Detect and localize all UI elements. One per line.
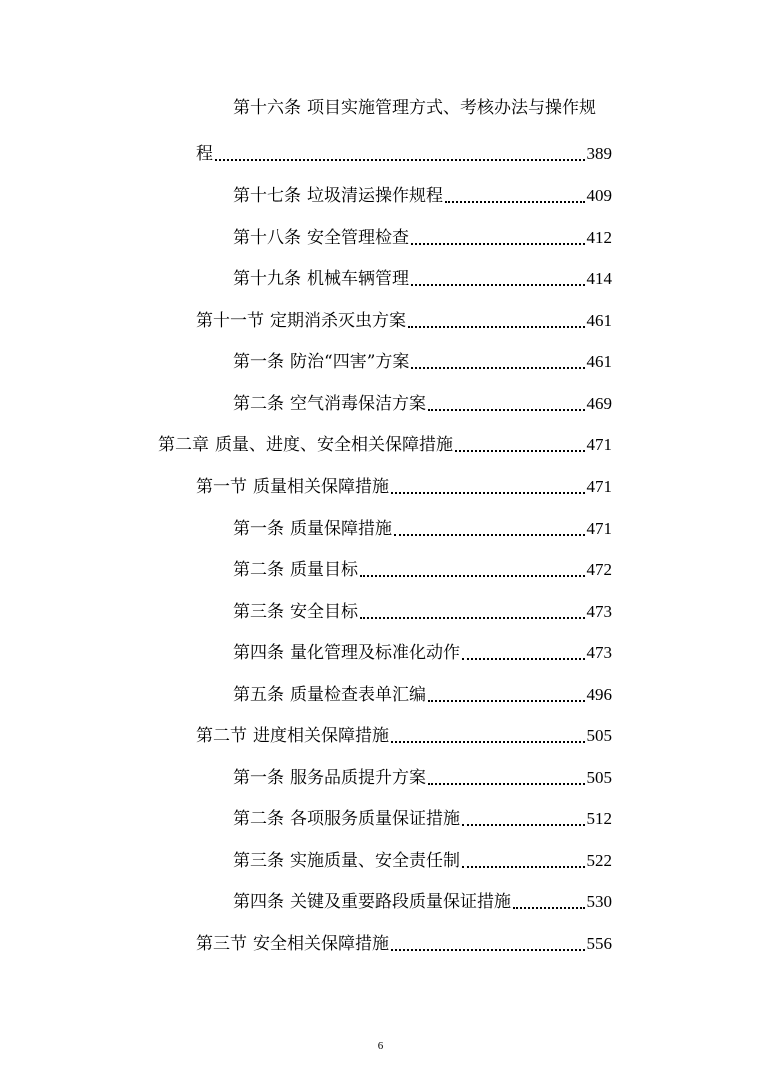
toc-page-number: 409 (586, 186, 612, 205)
toc-entry[interactable] (233, 222, 612, 250)
toc-entry[interactable] (233, 263, 612, 291)
toc-entry-16-line2[interactable] (196, 138, 612, 166)
toc-page-number: 505 (586, 768, 612, 787)
toc-entry-number: 第二条 (233, 394, 284, 414)
toc-page-number: 471 (586, 519, 612, 538)
toc-page-number: 461 (586, 311, 612, 330)
toc-page-number: 472 (586, 560, 612, 579)
dot-leader (391, 945, 585, 951)
toc-page-number: 473 (586, 602, 612, 621)
toc-entry-title: 实施质量、安全责任制 (290, 851, 460, 871)
toc-entry-number: 第一节 (196, 477, 247, 497)
toc-entry-number: 第一条 (233, 519, 284, 539)
toc-entry-title: 质量、进度、安全相关保障措施 (215, 435, 453, 455)
toc-entry-number: 第四条 (233, 892, 284, 912)
dot-leader (462, 862, 585, 868)
toc-entry-title: 质量保障措施 (290, 519, 392, 539)
dot-leader (394, 530, 585, 536)
toc-entry-title: 进度相关保障措施 (253, 726, 389, 746)
toc-entry[interactable] (233, 554, 612, 582)
dot-leader (513, 903, 585, 909)
toc-entry-number: 第五条 (233, 685, 284, 705)
toc-entry-title: 关键及重要路段质量保证措施 (290, 892, 511, 912)
toc-entry-title: 安全相关保障措施 (253, 934, 389, 954)
toc-entry[interactable] (196, 928, 612, 956)
toc-page-number: 522 (586, 851, 612, 870)
toc-page-number: 530 (586, 892, 612, 911)
dot-leader (462, 820, 585, 826)
toc-entry[interactable] (196, 471, 612, 499)
toc-entry-16-line1[interactable] (233, 96, 596, 120)
toc-entry-title: 项目实施管理方式、考核办法与操作规 (307, 98, 596, 118)
toc-entry-number: 第十六条 (233, 98, 301, 118)
toc-entry-title: 机械车辆管理 (307, 269, 409, 289)
toc-entry[interactable] (233, 596, 612, 624)
toc-page-number: 389 (586, 144, 612, 163)
toc-entry-title: 垃圾清运操作规程 (307, 186, 443, 206)
toc-entry-number: 第二节 (196, 726, 247, 746)
toc-entry-title: 安全管理检查 (307, 228, 409, 248)
toc-entry[interactable] (233, 886, 612, 914)
toc-entry-title: 空气消毒保洁方案 (290, 394, 426, 414)
toc-entry-number: 第一条 (233, 768, 284, 788)
toc-entry-number: 第二条 (233, 809, 284, 829)
toc-page-number: 414 (586, 269, 612, 288)
toc-entry-number: 第十八条 (233, 228, 301, 248)
toc-entry-title: 安全目标 (290, 602, 358, 622)
toc-page-number: 496 (586, 685, 612, 704)
toc-page-number: 471 (586, 477, 612, 496)
toc-entry-number: 第三条 (233, 851, 284, 871)
dot-leader (360, 613, 585, 619)
dot-leader (391, 488, 585, 494)
toc-entry-chapter[interactable] (158, 429, 612, 457)
toc-entry[interactable] (233, 388, 612, 416)
toc-entry-number: 第二条 (233, 560, 284, 580)
dot-leader (428, 696, 585, 702)
toc-entry-number: 第四条 (233, 643, 284, 663)
toc-page-number: 512 (586, 809, 612, 828)
toc-entry-number: 第一条 (233, 352, 284, 372)
toc-entry[interactable] (233, 180, 612, 208)
dot-leader (411, 239, 585, 245)
toc-entry[interactable] (233, 803, 612, 831)
dot-leader (411, 363, 584, 369)
toc-entry-title: 防治“四害”方案 (290, 352, 410, 372)
toc-entry-number: 第十七条 (233, 186, 301, 206)
toc-entry-number: 第三节 (196, 934, 247, 954)
toc-entry-number: 第二章 (158, 435, 209, 455)
dot-leader (428, 779, 585, 785)
toc-entry-number: 第十一节 (196, 311, 264, 331)
toc-page-number: 469 (586, 394, 612, 413)
dot-leader (445, 197, 585, 203)
toc-entry-title: 定期消杀灭虫方案 (270, 311, 406, 331)
dot-leader (428, 405, 585, 411)
toc-page-number: 505 (586, 726, 612, 745)
toc-page-number: 556 (586, 934, 612, 953)
toc-entry-title: 量化管理及标准化动作 (290, 643, 460, 663)
toc-entry-number: 第三条 (233, 602, 284, 622)
toc-entry[interactable] (233, 845, 612, 873)
toc-page-number: 473 (586, 643, 612, 662)
toc-entry-title: 质量检查表单汇编 (290, 685, 426, 705)
toc-entry-title: 程 (196, 144, 213, 164)
toc-entry[interactable] (233, 637, 612, 665)
toc-entry-title: 服务品质提升方案 (290, 768, 426, 788)
dot-leader (408, 322, 585, 328)
toc-entry-number: 第十九条 (233, 269, 301, 289)
toc-entry-title: 各项服务质量保证措施 (290, 809, 460, 829)
toc-entry[interactable] (233, 679, 612, 707)
toc-entry[interactable] (233, 513, 612, 541)
dot-leader (411, 280, 585, 286)
toc-entry[interactable] (196, 305, 612, 333)
dot-leader (455, 446, 585, 452)
page-number: 6 (377, 1040, 384, 1052)
toc-entry[interactable] (233, 762, 612, 790)
toc-page-number: 461 (586, 352, 612, 371)
dot-leader (360, 571, 585, 577)
dot-leader (462, 654, 585, 660)
dot-leader (391, 737, 585, 743)
toc-entry[interactable] (233, 346, 612, 374)
dot-leader (215, 155, 585, 161)
toc-entry[interactable] (196, 720, 612, 748)
toc-entry-title: 质量目标 (290, 560, 358, 580)
toc-page-number: 471 (586, 435, 612, 454)
toc-page-number: 412 (586, 228, 612, 247)
toc-entry-title: 质量相关保障措施 (253, 477, 389, 497)
